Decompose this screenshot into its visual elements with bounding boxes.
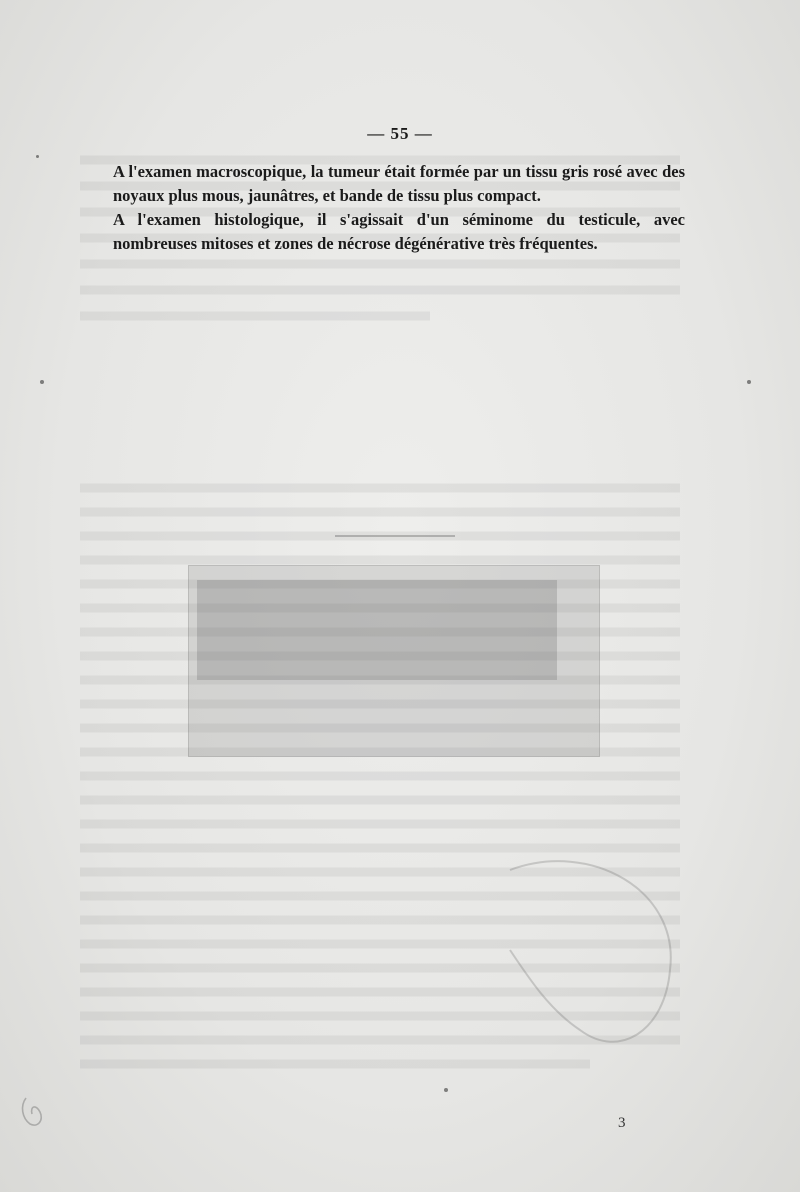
paper-speck (444, 1088, 448, 1092)
paragraph-macroscopic: A l'examen macroscopique, la tumeur était formée par un tissu gris rosé avec des noyaux plus mous, jaunâtres, et bande de tissu plus compact. (113, 162, 685, 205)
paper-speck (747, 380, 751, 384)
body-text (113, 160, 685, 256)
paper-speck (36, 155, 39, 158)
bleed-through-lines (70, 140, 710, 1100)
corner-stamp-icon (18, 1092, 48, 1132)
paper-speck (40, 380, 44, 384)
paragraph-histologic: A l'examen histologique, il s'agissait d'un séminome du testicule, avec nombreuses mitoses et zones de nécrose dégénérative très fréquentes. (113, 210, 685, 253)
folio-mark: 3 (618, 1115, 626, 1131)
page-number: — 55 — (367, 124, 433, 143)
